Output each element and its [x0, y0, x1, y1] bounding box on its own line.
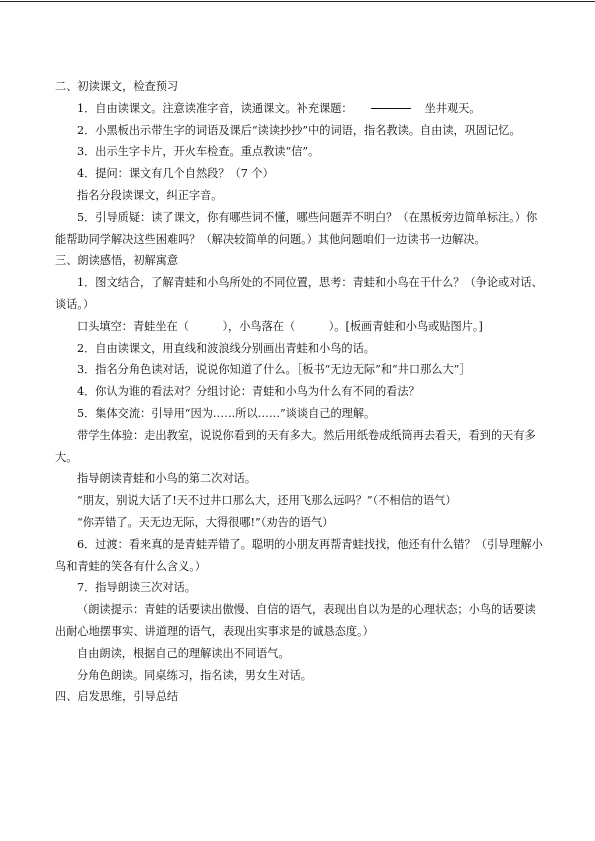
section-3-item-1-fill: 口头填空：青蛙坐在（ ），小鸟落在（ ）。[板画青蛙和小鸟或贴图片。]	[77, 319, 483, 333]
lesson-document	[55, 76, 543, 708]
section-3-item-7-role-reading: 分角色朗读。同桌练习，指名读，男女生对话。	[77, 668, 312, 682]
section-3-item-7-free-reading: 自由朗读，根据自己的理解读出不同语气。	[77, 646, 290, 660]
section-2-item-1	[55, 98, 543, 120]
section-2-item-4-note: 指名分段读课文，纠正字音。	[77, 188, 223, 202]
reading-tips: （朗读提示：青蛙的话要读出傲慢、自信的语气，表现出自以为是的心理状态；小鸟的话要读出耐心地摆事实、讲道理的语气，表现出实事求是的诚恳态度。）	[55, 603, 536, 638]
section-4-heading: 四、启发思维，引导总结	[55, 690, 179, 704]
section-2-item-3: 3．出示生字卡片，开火车检查。重点教读“信”。	[77, 145, 320, 159]
section-3-item-7: 7．指导朗读三次对话。	[77, 581, 196, 595]
section-3-item-5-guide: 指导朗读青蛙和小鸟的第二次对话。	[77, 472, 257, 486]
section-2-item-2: 2．小黑板出示带生字的词语及课后“读读抄抄”中的词语，指名教读。自由读，巩固记忆。	[77, 123, 521, 137]
header-rule	[0, 1, 595, 2]
section-3-item-4: 4．你认为谁的看法对？分组讨论：青蛙和小鸟为什么有不同的看法？	[77, 385, 420, 399]
section-3-heading: 三、朗读感悟，初解寓意	[55, 254, 179, 268]
section-3-item-5-experience: 带学生体验：走出教室，说说你看到的天有多大。然后用纸卷成纸筒再去看天，看到的天有多大。	[55, 428, 536, 464]
title-fill-blank	[371, 108, 411, 109]
item-1-text: 1．自由读课文。注意读准字音，读通课文。补充课题：	[77, 101, 353, 115]
section-2-heading: 二、初读课文，检查预习	[55, 80, 179, 93]
section-3-item-1: 1．图文结合，了解青蛙和小鸟所处的不同位置，思考：青蛙和小鸟在干什么？（争论或对话、谈话。）	[55, 276, 543, 311]
section-3-item-5: 5．集体交流：引导用“因为……所以……”谈谈自己的理解。	[77, 406, 376, 420]
item-1-title: 坐井观天。	[424, 101, 481, 115]
section-3-item-2: 2．自由读课文，用直线和波浪线分别画出青蛙和小鸟的话。	[77, 341, 375, 355]
section-2-item-5: 5．引导质疑：读了课文，你有哪些词不懂，哪些问题弄不明白？（在黑板旁边简单标注。）你能帮助同学解决这些困难吗？（解决较简单的问题。）其他问题咱们一边读书一边解决。	[55, 210, 538, 246]
section-3-item-6: 6．过渡：看来真的是青蛙弄错了。聪明的小朋友再帮青蛙找找，他还有什么错？（引导理解小鸟和青蛙的笑各有什么含义。）	[55, 537, 543, 573]
dialogue-quote-2: “你弄错了。天无边无际，大得很哪!”（劝告的语气）	[77, 515, 334, 529]
section-2-item-4: 4．提问：课文有几个自然段？（7 个）	[77, 167, 274, 181]
section-3-item-3: 3．指名分角色读对话，说说你知道了什么。［板书“无边无际”和“井口那么大”］	[77, 363, 471, 377]
dialogue-quote-1: “朋友，别说大话了!天不过井口那么大，还用飞那么远吗？”（不相信的语气）	[77, 494, 457, 508]
